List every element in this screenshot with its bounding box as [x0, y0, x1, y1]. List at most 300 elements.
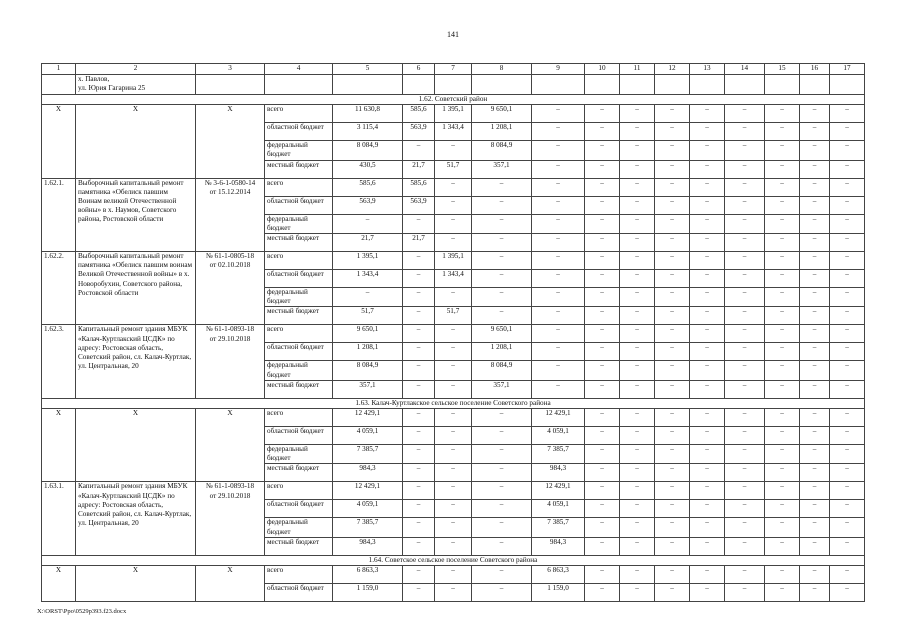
amount-cell: –	[725, 427, 765, 445]
amount-cell: –	[725, 252, 765, 270]
amount-cell: 563,9	[403, 196, 435, 214]
object-name-cell: X	[76, 105, 196, 178]
amount-cell: –	[532, 288, 585, 307]
amount-cell: –	[800, 270, 830, 288]
amount-cell: –	[830, 482, 865, 500]
amount-cell: –	[765, 409, 800, 427]
amount-cell: –	[620, 141, 655, 160]
amount-cell: –	[472, 445, 532, 464]
amount-cell: 563,9	[403, 123, 435, 141]
amount-cell: –	[725, 566, 765, 584]
amount-cell: –	[532, 160, 585, 178]
amount-cell: –	[800, 343, 830, 361]
amount-cell: –	[655, 584, 690, 602]
table-row	[42, 325, 865, 343]
document-cell: № 61-1-0893-18 от 29.10.2018	[196, 482, 265, 555]
amount-cell: –	[800, 445, 830, 464]
amount-cell: –	[403, 141, 435, 160]
amount-cell: 4 059,1	[532, 500, 585, 518]
empty-cell	[830, 75, 865, 95]
amount-cell: –	[690, 343, 725, 361]
amount-cell: –	[403, 270, 435, 288]
amount-cell: –	[620, 325, 655, 343]
amount-cell: –	[765, 288, 800, 307]
funding-source-cell: областной бюджет	[265, 270, 333, 288]
amount-cell: –	[532, 361, 585, 380]
column-number: 10	[585, 64, 620, 75]
funding-source-cell: федеральный бюджет	[265, 288, 333, 307]
amount-cell: –	[830, 196, 865, 214]
column-number: 1	[42, 64, 76, 75]
amount-cell: –	[435, 464, 472, 482]
amount-cell: –	[655, 234, 690, 252]
amount-cell: –	[655, 214, 690, 233]
amount-cell: –	[800, 537, 830, 555]
funding-source-cell: местный бюджет	[265, 234, 333, 252]
item-number-cell: 1.63.1.	[42, 482, 76, 555]
amount-cell: –	[620, 270, 655, 288]
amount-cell: 12 429,1	[532, 482, 585, 500]
amount-cell: 984,3	[333, 537, 403, 555]
amount-cell: –	[655, 196, 690, 214]
amount-cell: –	[725, 343, 765, 361]
column-number: 14	[725, 64, 765, 75]
amount-cell: –	[403, 482, 435, 500]
amount-cell: –	[765, 537, 800, 555]
amount-cell: –	[800, 141, 830, 160]
amount-cell: –	[725, 178, 765, 196]
amount-cell: 8 084,9	[472, 141, 532, 160]
amount-cell: –	[655, 427, 690, 445]
amount-cell: –	[725, 500, 765, 518]
amount-cell: –	[403, 325, 435, 343]
amount-cell: 12 429,1	[333, 409, 403, 427]
amount-cell: –	[830, 234, 865, 252]
amount-cell: –	[690, 361, 725, 380]
amount-cell: –	[690, 325, 725, 343]
amount-cell: 1 395,1	[333, 252, 403, 270]
section-title: 1.62. Советский район	[42, 95, 865, 105]
amount-cell: –	[585, 566, 620, 584]
amount-cell: –	[800, 214, 830, 233]
empty-cell	[765, 75, 800, 95]
amount-cell: –	[585, 105, 620, 123]
amount-cell: –	[800, 584, 830, 602]
amount-cell: –	[690, 234, 725, 252]
object-name-cell: Капитальный ремонт здания МБУК «Калач-Куртлакский ЦСДК» по адресу: Ростовская область, Советский район, сл. Калач-Куртлак, ул. Центральная, 20	[76, 482, 196, 555]
amount-cell: –	[532, 196, 585, 214]
section-title: 1.63. Калач-Куртлакское сельское поселение Советского района	[42, 398, 865, 408]
amount-cell: –	[403, 427, 435, 445]
amount-cell: –	[472, 307, 532, 325]
amount-cell: –	[620, 196, 655, 214]
amount-cell: –	[620, 343, 655, 361]
amount-cell: –	[725, 482, 765, 500]
amount-cell: –	[403, 464, 435, 482]
column-number: 6	[403, 64, 435, 75]
amount-cell: –	[403, 566, 435, 584]
amount-cell: 12 429,1	[333, 482, 403, 500]
table-row	[42, 409, 865, 427]
amount-cell: 1 159,0	[532, 584, 585, 602]
funding-source-cell: федеральный бюджет	[265, 214, 333, 233]
amount-cell: –	[690, 445, 725, 464]
amount-cell: –	[725, 214, 765, 233]
amount-cell: –	[690, 427, 725, 445]
amount-cell: –	[620, 234, 655, 252]
amount-cell: 984,3	[532, 464, 585, 482]
amount-cell: –	[655, 178, 690, 196]
column-number: 8	[472, 64, 532, 75]
amount-cell: 357,1	[472, 380, 532, 398]
table-row	[42, 566, 865, 584]
amount-cell: –	[830, 361, 865, 380]
amount-cell: –	[403, 307, 435, 325]
amount-cell: –	[620, 380, 655, 398]
amount-cell: –	[765, 380, 800, 398]
amount-cell: –	[765, 343, 800, 361]
amount-cell: –	[620, 307, 655, 325]
amount-cell: –	[690, 464, 725, 482]
column-number: 16	[800, 64, 830, 75]
amount-cell: –	[585, 584, 620, 602]
empty-cell	[472, 75, 532, 95]
amount-cell: –	[472, 500, 532, 518]
amount-cell: –	[403, 409, 435, 427]
table-row	[42, 75, 865, 95]
amount-cell: –	[765, 361, 800, 380]
amount-cell: 357,1	[472, 160, 532, 178]
amount-cell: 1 343,4	[435, 123, 472, 141]
amount-cell: –	[725, 307, 765, 325]
amount-cell: –	[585, 252, 620, 270]
amount-cell: 9 650,1	[472, 325, 532, 343]
amount-cell: 1 159,0	[333, 584, 403, 602]
document-cell: № 61-1-0805-18 от 02.10.2018	[196, 252, 265, 325]
amount-cell: –	[620, 482, 655, 500]
amount-cell: –	[403, 288, 435, 307]
funding-source-cell: областной бюджет	[265, 427, 333, 445]
column-number: 9	[532, 64, 585, 75]
amount-cell: –	[403, 361, 435, 380]
amount-cell: –	[585, 307, 620, 325]
amount-cell: –	[830, 141, 865, 160]
amount-cell: –	[655, 252, 690, 270]
amount-cell: 7 385,7	[333, 445, 403, 464]
amount-cell: –	[585, 464, 620, 482]
amount-cell: –	[435, 566, 472, 584]
amount-cell: –	[725, 584, 765, 602]
amount-cell: –	[725, 160, 765, 178]
item-number-cell: X	[42, 566, 76, 602]
amount-cell: –	[765, 307, 800, 325]
amount-cell: –	[690, 584, 725, 602]
amount-cell: 4 059,1	[532, 427, 585, 445]
funding-source-cell: всего	[265, 482, 333, 500]
amount-cell: 1 343,4	[435, 270, 472, 288]
funding-source-cell: областной бюджет	[265, 123, 333, 141]
empty-cell	[725, 75, 765, 95]
amount-cell: –	[532, 343, 585, 361]
amount-cell: –	[472, 537, 532, 555]
amount-cell: –	[620, 214, 655, 233]
item-number-cell: X	[42, 409, 76, 482]
amount-cell: 1 395,1	[435, 252, 472, 270]
document-cell: X	[196, 105, 265, 178]
amount-cell: –	[403, 380, 435, 398]
funding-source-cell: всего	[265, 566, 333, 584]
table-body	[42, 64, 865, 602]
amount-cell: –	[765, 105, 800, 123]
empty-cell	[585, 75, 620, 95]
amount-cell: –	[655, 518, 690, 537]
amount-cell: –	[620, 123, 655, 141]
funding-source-cell: федеральный бюджет	[265, 518, 333, 537]
amount-cell: –	[765, 270, 800, 288]
amount-cell: –	[690, 518, 725, 537]
page-number: 141	[447, 30, 459, 39]
amount-cell: –	[532, 307, 585, 325]
amount-cell: –	[585, 160, 620, 178]
empty-cell	[800, 75, 830, 95]
column-number: 3	[196, 64, 265, 75]
amount-cell: –	[620, 105, 655, 123]
amount-cell: –	[620, 537, 655, 555]
amount-cell: –	[655, 123, 690, 141]
empty-cell	[532, 75, 585, 95]
amount-cell: –	[532, 234, 585, 252]
funding-source-cell: федеральный бюджет	[265, 445, 333, 464]
table-row	[42, 252, 865, 270]
amount-cell: –	[800, 325, 830, 343]
column-number: 4	[265, 64, 333, 75]
amount-cell: –	[830, 380, 865, 398]
amount-cell: –	[435, 518, 472, 537]
amount-cell: –	[435, 380, 472, 398]
amount-cell: –	[765, 234, 800, 252]
amount-cell: –	[830, 427, 865, 445]
amount-cell: 21,7	[333, 234, 403, 252]
funding-source-cell: местный бюджет	[265, 537, 333, 555]
row-number-cell	[42, 75, 76, 95]
funding-source-cell: всего	[265, 409, 333, 427]
amount-cell: –	[585, 325, 620, 343]
amount-cell: –	[690, 252, 725, 270]
amount-cell: –	[830, 518, 865, 537]
amount-cell: –	[585, 537, 620, 555]
object-name-cell: X	[76, 409, 196, 482]
amount-cell: –	[655, 380, 690, 398]
amount-cell: –	[765, 123, 800, 141]
budget-table	[41, 63, 865, 602]
amount-cell: –	[765, 584, 800, 602]
amount-cell: –	[800, 288, 830, 307]
object-name-cell: X	[76, 566, 196, 602]
amount-cell: –	[620, 361, 655, 380]
amount-cell: 51,7	[435, 307, 472, 325]
amount-cell: –	[403, 584, 435, 602]
amount-cell: –	[690, 500, 725, 518]
amount-cell: –	[765, 252, 800, 270]
column-number: 7	[435, 64, 472, 75]
amount-cell: –	[800, 196, 830, 214]
amount-cell: –	[725, 325, 765, 343]
amount-cell: –	[585, 234, 620, 252]
amount-cell: –	[830, 584, 865, 602]
amount-cell: –	[830, 160, 865, 178]
amount-cell: –	[690, 178, 725, 196]
amount-cell: 7 385,7	[532, 518, 585, 537]
amount-cell: –	[725, 105, 765, 123]
amount-cell: 563,9	[333, 196, 403, 214]
amount-cell: –	[725, 537, 765, 555]
amount-cell: –	[765, 445, 800, 464]
amount-cell: –	[472, 409, 532, 427]
amount-cell: –	[830, 445, 865, 464]
amount-cell: –	[472, 252, 532, 270]
amount-cell: –	[585, 518, 620, 537]
amount-cell: –	[585, 123, 620, 141]
section-header-row	[42, 555, 865, 565]
amount-cell: –	[725, 409, 765, 427]
amount-cell: –	[800, 482, 830, 500]
amount-cell: –	[830, 105, 865, 123]
amount-cell: 8 084,9	[333, 141, 403, 160]
item-number-cell: 1.62.1.	[42, 178, 76, 251]
amount-cell: –	[690, 409, 725, 427]
empty-cell	[655, 75, 690, 95]
empty-cell	[690, 75, 725, 95]
amount-cell: –	[472, 566, 532, 584]
amount-cell: 9 650,1	[472, 105, 532, 123]
amount-cell: –	[800, 566, 830, 584]
amount-cell: 11 630,8	[333, 105, 403, 123]
amount-cell: –	[725, 141, 765, 160]
amount-cell: –	[830, 270, 865, 288]
amount-cell: –	[585, 196, 620, 214]
amount-cell: –	[690, 123, 725, 141]
amount-cell: –	[435, 288, 472, 307]
amount-cell: –	[765, 325, 800, 343]
amount-cell: –	[830, 500, 865, 518]
amount-cell: –	[585, 409, 620, 427]
amount-cell: 1 208,1	[472, 123, 532, 141]
section-title: 1.64. Советское сельское поселение Советского района	[42, 555, 865, 565]
amount-cell: –	[655, 307, 690, 325]
amount-cell: –	[725, 518, 765, 537]
amount-cell: 4 059,1	[333, 427, 403, 445]
amount-cell: –	[435, 196, 472, 214]
amount-cell: –	[585, 270, 620, 288]
amount-cell: –	[800, 178, 830, 196]
amount-cell: –	[532, 178, 585, 196]
amount-cell: –	[620, 409, 655, 427]
amount-cell: –	[435, 214, 472, 233]
amount-cell: –	[830, 409, 865, 427]
amount-cell: –	[585, 141, 620, 160]
amount-cell: –	[472, 584, 532, 602]
table-row	[42, 482, 865, 500]
funding-source-cell: всего	[265, 252, 333, 270]
amount-cell: –	[655, 160, 690, 178]
amount-cell: –	[765, 160, 800, 178]
amount-cell: –	[765, 427, 800, 445]
amount-cell: –	[725, 123, 765, 141]
amount-cell: 51,7	[435, 160, 472, 178]
amount-cell: –	[830, 252, 865, 270]
amount-cell: –	[765, 500, 800, 518]
amount-cell: –	[830, 123, 865, 141]
amount-cell: –	[585, 445, 620, 464]
amount-cell: –	[800, 500, 830, 518]
amount-cell: –	[585, 214, 620, 233]
amount-cell: –	[690, 566, 725, 584]
section-header-row	[42, 398, 865, 408]
amount-cell: –	[472, 518, 532, 537]
amount-cell: –	[585, 380, 620, 398]
amount-cell: –	[655, 270, 690, 288]
document-cell: № 3-6-1-0580-14 от 15.12.2014	[196, 178, 265, 251]
amount-cell: –	[620, 518, 655, 537]
amount-cell: –	[620, 500, 655, 518]
empty-cell	[435, 75, 472, 95]
amount-cell: 7 385,7	[333, 518, 403, 537]
funding-source-cell: областной бюджет	[265, 343, 333, 361]
amount-cell: –	[435, 445, 472, 464]
funding-source-cell: федеральный бюджет	[265, 141, 333, 160]
amount-cell: –	[655, 325, 690, 343]
amount-cell: –	[585, 500, 620, 518]
amount-cell: –	[532, 123, 585, 141]
amount-cell: –	[800, 380, 830, 398]
amount-cell: 984,3	[333, 464, 403, 482]
funding-source-cell: всего	[265, 178, 333, 196]
amount-cell: –	[403, 343, 435, 361]
amount-cell: –	[655, 409, 690, 427]
column-number: 5	[333, 64, 403, 75]
amount-cell: 585,6	[403, 178, 435, 196]
amount-cell: –	[585, 178, 620, 196]
amount-cell: –	[800, 464, 830, 482]
funding-source-cell: местный бюджет	[265, 464, 333, 482]
amount-cell: –	[655, 500, 690, 518]
amount-cell: –	[532, 141, 585, 160]
amount-cell: –	[655, 445, 690, 464]
amount-cell: –	[620, 464, 655, 482]
amount-cell: –	[472, 178, 532, 196]
amount-cell: –	[655, 288, 690, 307]
amount-cell: 9 650,1	[333, 325, 403, 343]
amount-cell: –	[765, 518, 800, 537]
amount-cell: –	[830, 214, 865, 233]
amount-cell: –	[725, 270, 765, 288]
amount-cell: –	[690, 214, 725, 233]
amount-cell: –	[800, 234, 830, 252]
amount-cell: –	[435, 584, 472, 602]
amount-cell: 8 084,9	[472, 361, 532, 380]
amount-cell: –	[655, 105, 690, 123]
amount-cell: –	[403, 445, 435, 464]
amount-cell: –	[585, 343, 620, 361]
amount-cell: 357,1	[333, 380, 403, 398]
amount-cell: –	[830, 343, 865, 361]
amount-cell: 6 863,3	[532, 566, 585, 584]
amount-cell: –	[830, 566, 865, 584]
column-number-row	[42, 64, 865, 75]
address-cell: х. Павлов, ул. Юрия Гагарина 25	[76, 75, 196, 95]
amount-cell: –	[620, 160, 655, 178]
funding-source-cell: областной бюджет	[265, 196, 333, 214]
